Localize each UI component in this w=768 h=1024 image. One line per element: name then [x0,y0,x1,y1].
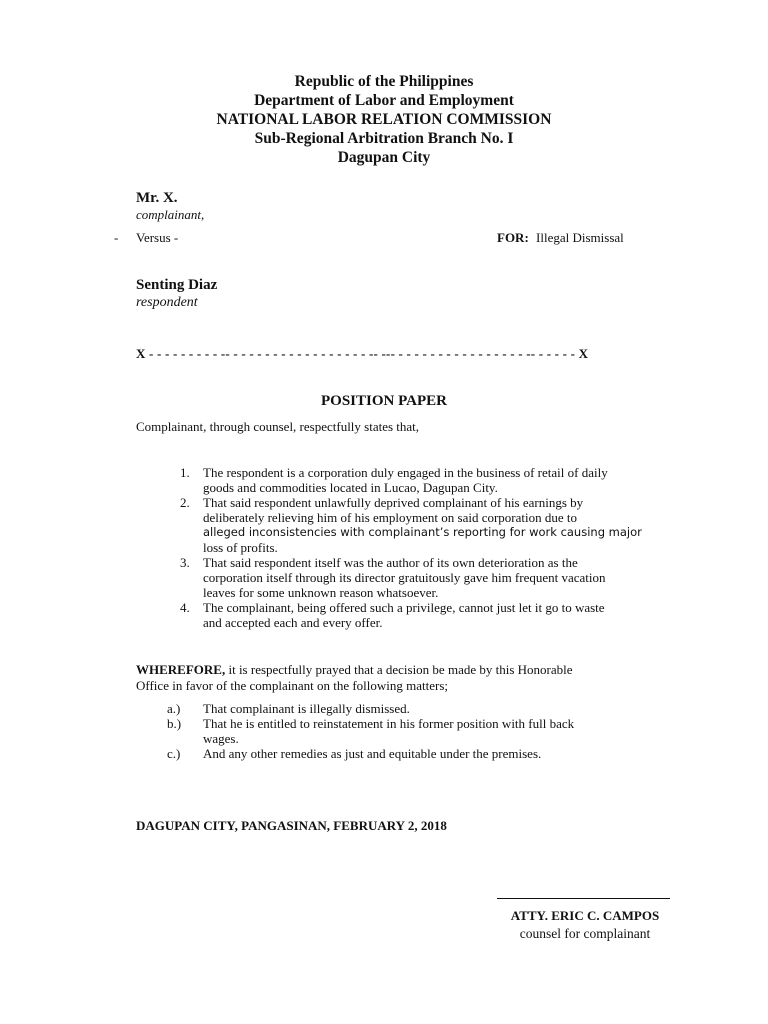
list-item-line: loss of profits. [203,540,278,555]
list-item-number: 1. [180,465,190,480]
complainant-name: Mr. X. [136,190,178,206]
list-item-line: That said respondent unlawfully deprived complainant of his earnings by [203,495,584,510]
for-value: Illegal Dismissal [536,230,624,245]
list-item [180,495,642,555]
wherefore-lead: WHEREFORE, [136,662,226,677]
list-item-line: wages. [203,731,239,746]
list-item [180,555,642,600]
list-item-line: deliberately relieving him of his employment on said corporation due to [203,510,578,525]
list-item-line: leaves for some unknown reason whatsoever. [203,585,439,600]
wherefore-text: it is respectfully prayed that a decision be made by this Honorable [225,662,573,677]
header-line-branch: Sub-Regional Arbitration Branch No. I [254,130,514,147]
list-item [167,701,574,716]
signature-line [497,898,670,899]
list-item-line: That he is entitled to reinstatement in his former position with full back [203,716,575,731]
respondent-role: respondent [136,295,198,310]
list-item-number: 3. [180,555,190,570]
document-title: POSITION PAPER [321,393,447,409]
versus-label: Versus - [136,230,179,245]
list-item [167,716,575,746]
wherefore-line-2: Office in favor of the complainant on the following matters; [136,678,449,693]
respondent-name: Senting Diaz [136,277,218,293]
list-item-number: c.) [167,746,181,761]
list-item-line: alleged inconsistencies with complainant’s reporting for work causing major [203,525,642,539]
list-item-line: The respondent is a corporation duly engaged in the business of retail of daily [203,465,608,480]
list-item [167,746,574,761]
header-line-department: Department of Labor and Employment [254,92,514,109]
list-item-line: That said respondent itself was the author of its own deterioration as the [203,555,578,570]
header-line-republic: Republic of the Philippines [294,73,474,90]
signatory-name: ATTY. ERIC C. CAMPOS [510,908,660,923]
list-item-line: The complainant, being offered such a privilege, cannot just let it go to waste [203,600,605,615]
place-and-date: DAGUPAN CITY, PANGASINAN, FEBRUARY 2, 2018 [136,818,447,833]
intro-paragraph: Complainant, through counsel, respectfully states that, [136,419,420,434]
header-line-city: Dagupan City [337,149,431,166]
caption-separator: X - - - - - - - - - -- - - - - - - - - - - - - - - - - - -- --- - - - - - - - - - - - - - - - - -- - - - - - X [136,346,589,361]
list-item [180,465,642,495]
list-item-number: 2. [180,495,190,510]
list-item-line: That complainant is illegally dismissed. [203,701,410,716]
statements-list [180,465,642,630]
list-item-line: corporation itself through its director gratuitously gave him frequent vacation [203,570,606,585]
versus-dash: - [114,230,119,245]
for-label: FOR: [497,230,529,245]
list-item-line: and accepted each and every offer. [203,615,383,630]
complainant-role: complainant, [136,207,205,222]
list-item-number: b.) [167,716,182,731]
list-item-line: goods and commodities located in Lucao, Dagupan City. [203,480,498,495]
header-line-commission: NATIONAL LABOR RELATION COMMISSION [216,111,552,128]
list-item-number: a.) [167,701,181,716]
prayers-list [167,701,575,761]
list-item [180,600,642,630]
signatory-role: counsel for complainant [519,926,651,941]
list-item-number: 4. [180,600,190,615]
for-field [497,230,624,246]
list-item-line: And any other remedies as just and equitable under the premises. [203,746,542,761]
wherefore-line-1 [136,662,573,678]
